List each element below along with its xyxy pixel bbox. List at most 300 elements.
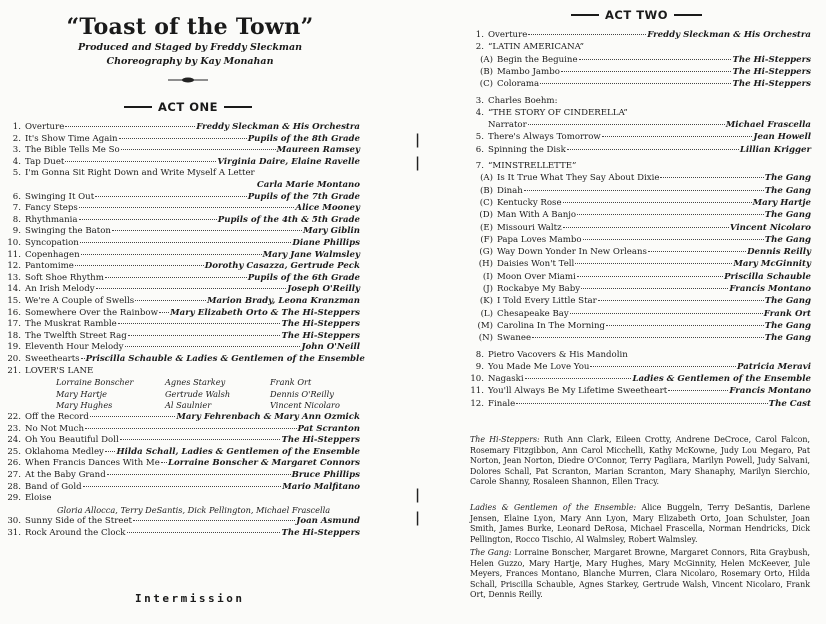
item-title: Is It True What They Say About Dixie: [497, 173, 660, 184]
dot-leader: [528, 34, 646, 35]
dot-leader: [121, 149, 276, 150]
item-performer: The Gang: [764, 320, 811, 331]
program-item: [2, 226, 360, 237]
item-title: Man With A Banjo: [497, 210, 577, 221]
dot-leader: [96, 288, 287, 289]
item-number: 8.: [12, 214, 21, 225]
margin-mark: |: [415, 510, 421, 526]
program-title: “Toast of the Town”: [66, 14, 314, 40]
program-item: [475, 67, 811, 78]
program-item: [465, 108, 811, 119]
item-title: There's Always Tomorrow: [488, 132, 601, 143]
item-performer: Vincent Nicolaro: [729, 222, 811, 233]
item-performer: Lorraine Bonscher & Margaret Connors: [168, 458, 360, 469]
item-performer: Mary Hartje: [752, 197, 811, 208]
item-number: 1.: [475, 30, 484, 40]
item-title: We're A Couple of Swells: [25, 296, 135, 306]
dot-leader: [75, 265, 204, 266]
program-item: [465, 30, 811, 41]
program-item: [465, 42, 811, 53]
item-number: 9.: [12, 226, 21, 237]
item-number: (L): [480, 308, 493, 319]
item-title: LOVER'S LANE: [25, 365, 94, 376]
program-item: [465, 374, 811, 385]
item-title: Eloise: [25, 493, 52, 504]
dot-leader: [581, 288, 728, 289]
item-number: 22.: [7, 412, 21, 422]
item-number: (C): [479, 197, 493, 208]
dot-leader: [125, 346, 301, 347]
gang-names: Lorraine Bonscher, Margaret Browne, Margaret Connors, Rita Graybush, Helen Guzzo, Mary Hartje, Mary Hughes, Mary McGinnity, Helen McKeever, Jule Meyers, Frances Montano, Blanche Murren, Clara Nicolaro, Rosemary Orto, Hilda Schall, Priscilla Schauble, Agnes Starkey, Gertrude Walsh, Vincent Nicolaro, Frank Ort, Dennis Reilly.: [470, 548, 810, 600]
item-performer: Francis Montano: [729, 386, 811, 397]
item-number: (C): [479, 79, 493, 90]
dot-leader: [80, 242, 292, 243]
item-number: 8.: [475, 349, 484, 360]
item-number: 10.: [7, 238, 21, 248]
item-title: “MINSTRELLETTE”: [488, 161, 577, 171]
program-item: [465, 386, 811, 397]
item-number: 29.: [7, 493, 21, 504]
item-number: 7.: [475, 161, 484, 171]
program-item: [2, 482, 360, 493]
item-title: No Not Much: [25, 423, 84, 434]
item-performer: Hilda Schall, Ladies & Gentlemen of the Ensemble: [116, 446, 360, 457]
item-number: 10.: [470, 374, 484, 385]
item-title: Moon Over Miami: [497, 271, 576, 282]
program-item: [2, 273, 360, 284]
lovers-lane-cast-name: Frank Ort: [270, 377, 312, 388]
item-number: 12.: [470, 398, 484, 409]
dot-leader: [563, 202, 752, 203]
program-item: [475, 55, 811, 66]
item-number: (E): [480, 222, 493, 233]
item-title: “LATIN AMERICANA”: [488, 42, 584, 53]
item-title: Oklahoma Medley: [25, 446, 104, 457]
item-title: Missouri Waltz: [497, 222, 562, 233]
dot-leader: [532, 337, 764, 338]
item-performer: The Gang: [764, 296, 811, 307]
dot-leader: [540, 83, 731, 84]
item-title: Chesapeake Bay: [497, 308, 569, 319]
item-title: Rhythmania: [25, 214, 78, 225]
item-performer: The Hi-Steppers: [281, 435, 360, 446]
act-two-heading: ACT TWO: [565, 8, 708, 22]
program-item: [2, 203, 360, 214]
item-title: Fancy Steps: [25, 203, 78, 214]
item-number: (A): [480, 54, 493, 65]
program-item: [2, 342, 360, 353]
dot-leader: [105, 277, 247, 278]
program-item: [475, 186, 811, 197]
program-item: [2, 447, 360, 458]
item-number: 24.: [7, 435, 21, 446]
program-item: [475, 309, 811, 320]
dot-leader: [528, 124, 725, 125]
item-number: 13.: [7, 272, 21, 283]
item-performer: Pupils of the 6th Grade: [247, 272, 360, 283]
program-item: [2, 435, 360, 446]
program-item: [2, 424, 360, 435]
item-title: Nagaski: [488, 374, 524, 385]
item-performer: The Hi-Steppers: [732, 79, 811, 90]
item-title: Rockabye My Baby: [497, 284, 581, 294]
item-title: Soft Shoe Rhythm: [25, 272, 104, 283]
hi-steppers-cast: [470, 435, 810, 488]
item-number: (N): [478, 333, 493, 344]
item-title: Pantomime: [25, 261, 74, 272]
lovers-lane-cast-name: Al Saulnier: [165, 400, 212, 411]
item-performer: The Cast: [768, 398, 811, 409]
lovers-lane-cast-name: Lorraine Bonscher: [56, 377, 134, 388]
ensemble-cast: [470, 503, 810, 545]
item-performer: Freddy Sleckman & His Orchestra: [647, 30, 811, 40]
dot-leader: [161, 462, 167, 463]
item-number: (I): [482, 271, 493, 282]
dot-leader: [648, 251, 746, 252]
program-item: [475, 235, 811, 246]
gang-cast: [470, 548, 810, 601]
dot-leader: [159, 312, 169, 313]
dot-leader: [602, 136, 753, 137]
item-title: Way Down Yonder In New Orleans: [497, 247, 647, 258]
item-number: 27.: [7, 470, 21, 480]
item-number: 5.: [12, 168, 21, 179]
item-title: Begin the Beguine: [497, 54, 578, 65]
program-item: [2, 134, 360, 145]
program-item: [2, 296, 360, 307]
item-performer: Bruce Phillips: [291, 470, 360, 480]
program-item: [2, 412, 360, 423]
item-number: (D): [479, 210, 493, 221]
program-item: [2, 238, 360, 249]
item-title: Colorama: [497, 79, 540, 90]
item-performer: The Hi-Steppers: [281, 330, 360, 341]
item-number: (A): [480, 173, 493, 184]
dot-leader: [105, 451, 116, 452]
item-title: An Irish Melody: [25, 284, 95, 295]
item-title: Kentucky Rose: [497, 197, 562, 208]
program-item: [2, 261, 360, 272]
item-title: Band of Gold: [25, 481, 82, 492]
item-performer: The Gang: [764, 173, 811, 184]
item-number: 20.: [7, 354, 21, 364]
item-title: Eleventh Hour Melody: [25, 342, 124, 353]
item-title: Sweethearts: [25, 354, 80, 364]
item-title: Overture: [25, 122, 65, 132]
dot-leader: [119, 138, 247, 139]
dot-leader: [590, 366, 736, 367]
item-performer: Priscilla Schauble: [724, 271, 811, 282]
dot-leader: [606, 325, 764, 326]
item-performer: The Gang: [764, 333, 811, 344]
dot-leader: [118, 323, 281, 324]
item-title: The Muskrat Ramble: [25, 319, 117, 330]
item-performer: The Hi-Steppers: [281, 528, 360, 538]
dot-leader: [65, 126, 195, 127]
item-title: You Made Me Love You: [488, 361, 590, 372]
item-number: 2.: [475, 42, 484, 53]
dot-leader: [79, 219, 217, 220]
item-title: It's Show Time Again: [25, 133, 118, 144]
item-title: Mambo Jambo: [497, 66, 560, 77]
item-performer: Joan Asmund: [296, 516, 360, 527]
program-item: [465, 132, 811, 143]
item-number: 11.: [7, 249, 21, 260]
dot-leader: [668, 390, 728, 391]
item-title: Finale: [488, 398, 516, 409]
item-number: 5.: [475, 132, 484, 143]
dot-leader: [133, 520, 295, 521]
dot-leader: [81, 254, 262, 255]
program-item: [475, 198, 811, 209]
program-item: [475, 333, 811, 344]
item-title: Papa Loves Mambo: [497, 234, 582, 245]
item-performer: Diane Phillips: [292, 238, 360, 248]
item-performer: Mario Malfitano: [282, 481, 360, 492]
item-performer: Mary McGinnity: [733, 259, 811, 270]
program-item: [2, 458, 360, 469]
item-performer: Frank Ort: [763, 308, 811, 319]
item-title: Dinah: [497, 185, 523, 196]
item-number: 16.: [7, 307, 21, 318]
item-number: 28.: [7, 481, 21, 492]
program-item: [2, 331, 360, 342]
item-number: 18.: [7, 330, 21, 341]
dot-leader: [583, 239, 764, 240]
program-item: [2, 470, 360, 481]
item-performer: Ladies & Gentlemen of the Ensemble: [632, 374, 811, 385]
item-title: Overture: [488, 30, 528, 40]
item-performer: Mary Jane Walmsley: [262, 249, 360, 260]
item-title: At the Baby Grand: [25, 470, 106, 480]
item-title: Tap Duet: [25, 156, 65, 167]
margin-mark: |: [415, 132, 421, 148]
program-item: [2, 319, 360, 330]
dot-leader: [83, 486, 282, 487]
dot-leader: [79, 207, 295, 208]
program-item: [2, 493, 360, 504]
program-item: [2, 250, 360, 261]
item-performer: Maureen Ramsey: [276, 145, 360, 156]
item-title: Carolina In The Morning: [497, 320, 606, 331]
lovers-lane-cast-name: Mary Hartje: [56, 388, 108, 399]
item-performer: Dorothy Casazza, Gertrude Peck: [204, 261, 360, 272]
program-item: [465, 350, 811, 361]
item-number: (B): [479, 185, 493, 196]
program-item: [465, 161, 811, 172]
item-performer: Mary Elizabeth Orto & The Hi-Steppers: [170, 307, 360, 318]
dot-leader: [120, 439, 281, 440]
item-performer: Patricia Meravi: [737, 361, 811, 372]
item-title: “THE STORY OF CINDERELLA”: [488, 107, 628, 118]
program-item: [475, 284, 811, 295]
item-performer: Priscilla Schauble & Ladies & Gentlemen of the Ensemble: [85, 354, 365, 364]
item-title: I'm Gonna Sit Right Down and Write Myself A Letter: [25, 168, 255, 179]
item-number: 3.: [475, 95, 484, 106]
item-performer: The Hi-Steppers: [281, 319, 360, 330]
item-performer: Mary Giblin: [303, 226, 360, 237]
dot-leader: [516, 403, 767, 404]
item-number: (M): [477, 320, 493, 331]
dot-leader: [95, 196, 247, 197]
program-item: [2, 122, 360, 133]
item-performer: Mary Fehrenbach & Mary Ann Ozmick: [176, 412, 360, 422]
item-number: 25.: [7, 446, 21, 457]
item-title: Swinging the Baton: [25, 226, 111, 237]
item-title: Off the Record: [25, 412, 89, 422]
program-item: [2, 157, 360, 168]
program-item: [2, 180, 360, 191]
program-item: [475, 79, 811, 90]
hi-steppers-names: Ruth Ann Clark, Eileen Crotty, Andrene DeCroce, Carol Falcon, Rosemary Fitzgibbon, Ann Carol Micchelli, Kathy McKowne, Judy Lou Megaro, Pat Norton, Jean Norton, Diedre O'Connor, Terry Pagliara, Marilyn Powell, Judy Salvani, Dolores Schall, Pat Scranton, Marian Scranton, Mary Shanaphy, Marilyn Sierchio, Carole Shanny, Rosaleen Shannon, Ellen Tracy.: [470, 435, 810, 487]
item-title: Sunny Side of the Street: [25, 516, 132, 527]
item-number: 26.: [7, 458, 21, 469]
choreography-credit: Choreography by Kay Monahan: [106, 56, 274, 67]
dot-leader: [65, 161, 216, 162]
program-item: [2, 354, 365, 365]
dot-leader: [567, 149, 739, 150]
item-title: Narrator: [488, 120, 527, 131]
gang-label: The Gang:: [470, 548, 512, 557]
dot-leader: [525, 378, 632, 379]
dot-leader: [598, 300, 764, 301]
item-number: 6.: [12, 191, 21, 202]
item-number: 4.: [475, 107, 484, 118]
item-performer: Virginia Daire, Elaine Ravelle: [217, 156, 360, 167]
item-title: I Told Every Little Star: [497, 296, 597, 307]
act-one-heading: ACT ONE: [118, 100, 258, 114]
item-title: You'll Always Be My Lifetime Sweetheart: [488, 386, 668, 397]
program-item: [2, 145, 360, 156]
dot-leader: [85, 428, 297, 429]
program-item: [475, 173, 811, 184]
dot-leader: [577, 276, 723, 277]
item-title: Oh You Beautiful Doll: [25, 435, 119, 446]
item-title: Daisies Won't Tell: [497, 259, 575, 270]
item-title: Rock Around the Clock: [25, 528, 126, 538]
item-number: 14.: [7, 284, 21, 295]
item-title: Pietro Vacovers & His Mandolin: [488, 349, 628, 360]
item-number: 9.: [475, 361, 484, 372]
item-performer: Marion Brady, Leona Kranzman: [206, 296, 360, 306]
item-number: 21.: [7, 365, 21, 376]
item-performer: Michael Frascella: [725, 120, 811, 131]
program-item: [475, 259, 811, 270]
item-number: 17.: [7, 319, 21, 330]
item-number: (H): [478, 259, 493, 270]
item-number: 6.: [475, 144, 484, 155]
dot-leader: [127, 532, 281, 533]
item-performer: Carla Marie Montano: [256, 180, 360, 190]
item-performer: Joseph O'Reilly: [287, 284, 360, 295]
item-number: 2.: [12, 133, 21, 144]
lovers-lane-cast-name: Mary Hughes: [56, 400, 113, 411]
margin-mark: |: [415, 155, 421, 171]
item-performer: Jean Howell: [753, 132, 811, 143]
item-number: (G): [479, 247, 493, 258]
program-item: [2, 308, 360, 319]
item-number: 1.: [12, 122, 21, 132]
program-item: [2, 215, 360, 226]
item-number: 7.: [12, 203, 21, 214]
intermission-label: Intermission: [135, 592, 245, 605]
item-number: (F): [480, 234, 493, 245]
dot-leader: [135, 300, 206, 301]
program-item: [465, 145, 811, 156]
program-item: [2, 284, 360, 295]
lovers-lane-cast-name: Agnes Starkey: [165, 377, 226, 388]
dot-leader: [660, 177, 763, 178]
program-item: [465, 399, 811, 410]
dot-leader: [90, 416, 176, 417]
program-item: [465, 96, 811, 107]
item-performer: John O'Neill: [301, 342, 360, 353]
item-performer: The Gang: [764, 210, 811, 221]
program-item: [2, 528, 360, 539]
item-number: 23.: [7, 423, 21, 434]
item-title: Somewhere Over the Rainbow: [25, 307, 158, 318]
item-number: (K): [479, 296, 493, 307]
lovers-lane-cast-name: Dennis O'Reilly: [270, 388, 334, 399]
item-title: Spinning the Disk: [488, 144, 566, 155]
program-item: [2, 366, 360, 377]
item-number: 19.: [7, 342, 21, 353]
program-item: [2, 516, 360, 527]
program-item: [475, 296, 811, 307]
item-performer: The Gang: [764, 234, 811, 245]
ensemble-label: Ladies & Gentlemen of the Ensemble:: [470, 503, 637, 512]
lovers-lane-cast-name: Vincent Nicolaro: [270, 400, 340, 411]
item-performer: The Hi-Steppers: [732, 66, 811, 77]
dot-leader: [570, 313, 763, 314]
item-title: Syncopation: [25, 238, 79, 248]
item-number: (B): [479, 66, 493, 77]
item-performer: Pupils of the 4th & 5th Grade: [217, 214, 360, 225]
item-number: 3.: [12, 145, 21, 156]
item-number: 11.: [470, 386, 484, 397]
item-title: The Bible Tells Me So: [25, 145, 120, 156]
item-performer: Francis Montano: [729, 284, 811, 294]
item-performer: The Gang: [764, 185, 811, 196]
margin-mark: |: [415, 487, 421, 503]
program-item: [2, 168, 360, 179]
item-title: Charles Boehm:: [488, 95, 558, 106]
producer-credit: Produced and Staged by Freddy Sleckman: [77, 42, 303, 53]
item-title: Swanee: [497, 333, 532, 344]
program-item: [465, 120, 811, 131]
item-number: 31.: [7, 528, 21, 538]
item-performer: Pat Scranton: [297, 423, 360, 434]
dot-leader: [112, 230, 302, 231]
eloise-cast: Gloria Allocca, Terry DeSantis, Dick Pellington, Michael Frascella: [57, 504, 331, 515]
item-number: 15.: [7, 296, 21, 306]
item-number: (J): [482, 284, 493, 294]
program-item: [475, 210, 811, 221]
item-title: Swinging It Out: [25, 191, 95, 202]
item-performer: Lillian Krigger: [739, 144, 811, 155]
program-item: [475, 223, 811, 234]
dot-leader: [579, 59, 732, 60]
item-performer: Dennis Reilly: [747, 247, 811, 258]
dot-leader: [577, 214, 764, 215]
ornament-divider: [168, 75, 208, 85]
dot-leader: [524, 190, 764, 191]
ensemble-names: Alice Buggeln, Terry DeSantis, Darlene Jensen, Elaine Lyon, Mary Ann Lyon, Mary Elizabeth Orto, Joan Schulster, Joan Smith, James Burke, Leonard DeRosa, Michael Frascella, Norman Hendricks, Dick Pellington, Rocco Tischio, Al Walmsley, Robert Walmsley.: [470, 503, 810, 544]
dot-leader: [81, 358, 85, 359]
dot-leader: [107, 474, 291, 475]
program-item: [465, 362, 811, 373]
item-performer: Alice Mooney: [295, 203, 360, 214]
